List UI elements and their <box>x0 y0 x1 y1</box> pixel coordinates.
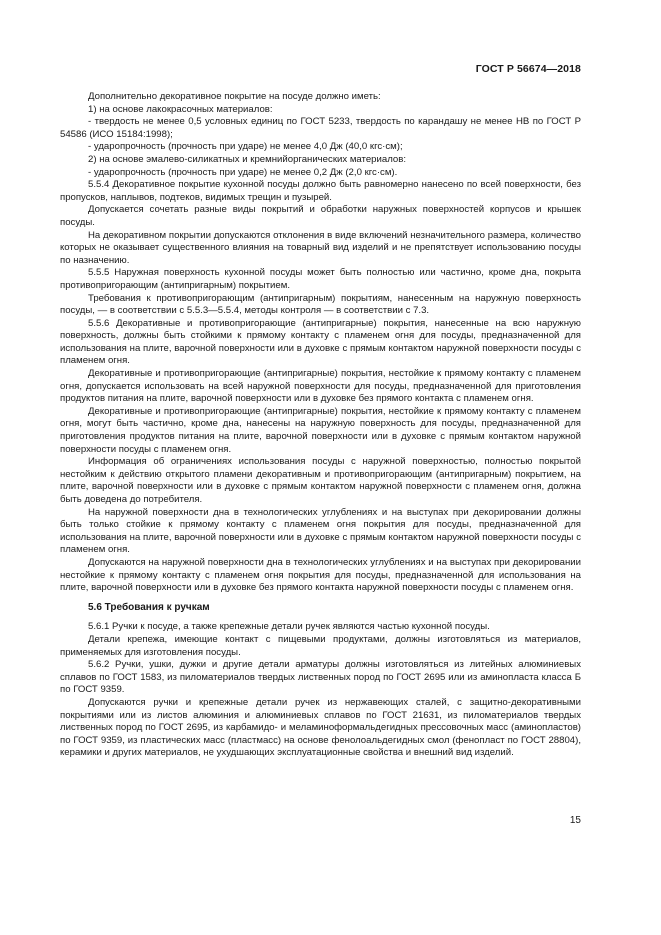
paragraph: 5.6.1 Ручки к посуде, а также крепежные детали ручек являются частью кухонной посуды. <box>88 621 490 633</box>
paragraph: - ударопрочность (прочность при ударе) не менее 4,0 Дж (40,0 кгс·см); <box>88 141 403 153</box>
paragraph: 5.6.2 Ручки, ушки, дужки и другие детали арматуры должны изготовляться из литейных алюминиевых сплавов по ГОСТ 1583, из пиломатериалов твердых лиственных пород по ГОСТ 2695 или из аминопласта класса Б по ГОСТ 9359. <box>60 659 581 696</box>
paragraph: - твердость не менее 0,5 условных единиц по ГОСТ 5233, твердость по карандашу не менее НВ по ГОСТ Р 54586 (ИСО 15184:1998); <box>60 116 581 140</box>
page-number: 15 <box>569 815 581 826</box>
section-gap <box>60 595 581 602</box>
paragraph: 5.5.4 Декоративное покрытие кухонной посуды должно быть равномерно нанесено по всей поверхности, без пропусков, наплывов, подтеков, видимых трещин и пузырей. <box>60 179 581 203</box>
paragraph: Допускаются ручки и крепежные детали ручек из нержавеющих сталей, с защитно-декоративными покрытиями или из листов алюминия и алюминиевых сплавов по ГОСТ 21631, из пиломатериалов твердых лиственных пород по ГОСТ 2695, из карбамидо- и меламиноформальдегидных прессовочных масс (аминопластов) по ГОСТ 9359, из пластических масс (пластмасс) на основе фенолоальдегидных смол (фенопласт по ГОСТ 28804), керамики и других материалов, не ухудшающих эксплуатационные свойства и внешний вид изделий. <box>60 696 581 759</box>
document-code-header: ГОСТ Р 56674—2018 <box>475 63 581 75</box>
paragraph: 5.5.5 Наружная поверхность кухонной посуды может быть полностью или частично, кроме дна, покрыта противопригорающим (антипригарным) покрытием. <box>60 267 581 291</box>
document-body <box>60 91 581 760</box>
paragraph: Детали крепежа, имеющие контакт с пищевыми продуктами, должны изготовляться из материалов, применяемых для изготовления посуды. <box>60 633 581 658</box>
section-gap <box>60 614 581 621</box>
paragraph: На наружной поверхности дна в технологических углублениях и на выступах при декорировании должны быть только стойкие к прямому контакту с пламенем огня покрытия для посуды, предназначенной для использования на плите, варочной поверхности или в духовке с прямым контактом наружной поверхности посуды с пламенем огня. <box>60 506 581 556</box>
paragraph: 1) на основе лакокрасочных материалов: <box>88 103 273 115</box>
paragraph: Допускается сочетать разные виды покрытий и обработки наружных поверхностей корпусов и крышек посуды. <box>60 204 581 228</box>
section-heading: 5.6 Требования к ручкам <box>88 601 210 613</box>
paragraph: На декоративном покрытии допускаются отклонения в виде включений незначительного размера, количество которых не оказывает существенного влияния на товарный вид изделий и не препятствует использованию посуды по назначению. <box>60 229 581 266</box>
paragraph: 2) на основе эмалево-силикатных и кремнийорганических материалов: <box>88 153 407 165</box>
paragraph: Требования к противопригорающим (антипригарным) покрытиям, нанесенным на наружную поверхность посуды, — в соответствии с 5.5.3—5.5.4, методы контроля — в соответствии с 7.3. <box>60 292 581 317</box>
paragraph: Декоративные и противопригорающие (антипригарные) покрытия, нестойкие к прямому контакту с пламенем огня, допускается использовать на всей наружной поверхности для посуды, предназначенной для приготовления продуктов питания на плите, варочной поверхности или в духовке без прямого контакта с пламенем огня. <box>60 368 581 405</box>
paragraph: 5.5.6 Декоративные и противопригорающие (антипригарные) покрытия, нанесенные на всю наружную поверхность, должны быть стойкими к прямому контакту с пламенем огня для посуды, предназначенной для использования на плите, варочной поверхности или в духовке с прямым контактом наружной поверхности посуды с пламенем огня. <box>60 317 581 367</box>
paragraph: - ударопрочность (прочность при ударе) не менее 0,2 Дж (2,0 кгс·см). <box>88 166 398 178</box>
paragraph: Допускаются на наружной поверхности дна в технологических углублениях и на выступах при декорировании нестойкие к прямому контакту с пламенем огня покрытия для посуды, предназначенной для использования на плите, варочной поверхности или в духовке без прямого контакта наружной поверхности посуды с пламенем огня. <box>60 556 581 594</box>
paragraph: Дополнительно декоративное покрытие на посуде должно иметь: <box>88 91 381 102</box>
paragraph: Декоративные и противопригорающие (антипригарные) покрытия, нестойкие к прямому контакту с пламенем огня, могут быть частично, кроме дна, нанесены на наружную поверхность для посуды, предназначенной для приготовления продуктов питания на плите, варочной поверхности или в духовке с прямым контактом наружной поверхности посуды с пламенем огня. <box>60 405 581 455</box>
paragraph: Информация об ограничениях использования посуды с наружной поверхностью, полностью покрытой нестойким к действию открытого пламени декоративным и противопригорающим (антипригарным) покрытием, на плите, варочной поверхности или в духовке с прямым контактом наружной поверхности с пламенем огня, должна быть доведена до потребителя. <box>60 456 581 505</box>
